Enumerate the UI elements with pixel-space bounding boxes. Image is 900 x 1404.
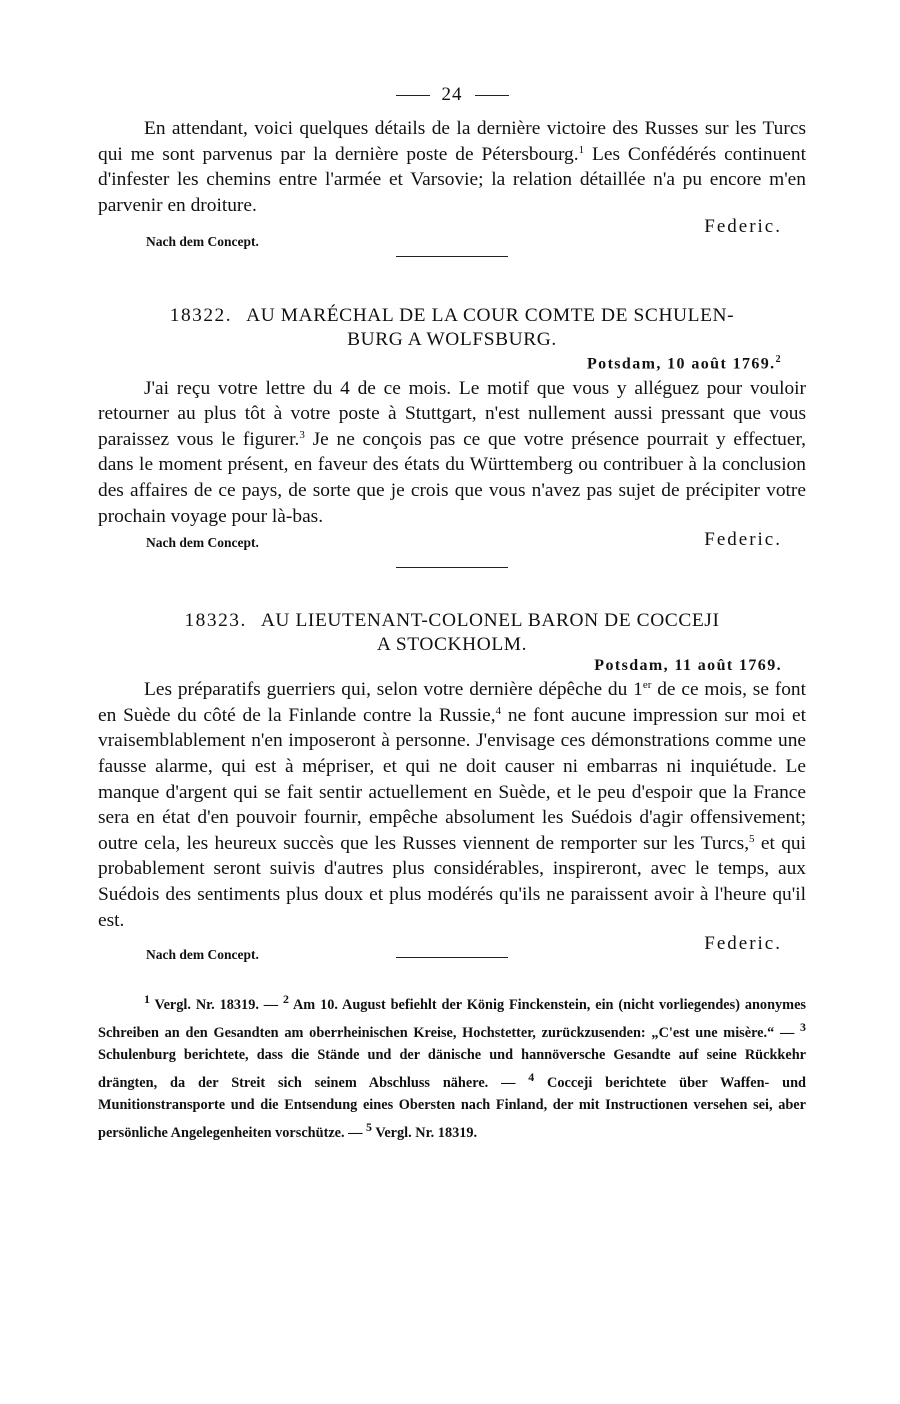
letter-18323-dateline (98, 657, 806, 675)
letter-18323-signature-row (98, 933, 806, 969)
letter-18322-source-note: Nach dem Concept. (146, 535, 259, 551)
footnote-ref-3: 3 (299, 428, 305, 441)
footnote-ref-1: 1 (578, 143, 585, 156)
letter-18322-body-part2: Je ne conçois pas ce que votre présence pourrait y effectuer, dans le moment présent, en faveur des états du Württemberg ou contribuer à la conclusion des affaires de ce pays, de sorte que je crois que vous n'avez pas sujet de précipiter votre prochain voyage pour là-bas. (98, 428, 806, 527)
footnotes (98, 988, 806, 1143)
footnote-1-text: Vergl. Nr. 18319. — (149, 996, 283, 1013)
letter-18322-dateline (98, 354, 806, 373)
footnote-ref-4: 4 (495, 704, 502, 717)
letter-18322-heading (98, 304, 806, 328)
letter-18323-heading-cont (98, 633, 806, 657)
footnote-4-marker: 4 (528, 1069, 535, 1084)
letter-18322-heading-cont (98, 328, 806, 352)
letter-18323-heading (98, 609, 806, 633)
letter-18322-body-part1: J'ai reçu votre lettre du 4 de ce mois. Le motif que vous y alléguez pour vouloir retourner au plus tôt à votre poste à Stuttgart, n'est nullement aussi pressant que vous paraissez vous le figurer. (98, 377, 806, 450)
letter-18322-number: 18322. (169, 305, 233, 327)
letter-18323-body-part2: de ce mois, se font en Suède du côté de la Finlande contre la Russie, (98, 679, 807, 726)
intro-text-2: Les Confédérés continuent d'infester les chemins entre l'armée et Varsovie; la relation détaillée n'a pu encore m'en parvenir en droiture. (98, 143, 806, 216)
footnote-2-text: Am 10. August befiehlt der König Finckenstein, ein (nicht vorliegendes) anonymes Schreiben an den Gesandten am oberrheinischen Kreise, Hochstetter, zurückzusenden: „C'est une misère.“ — (98, 996, 806, 1041)
intro-signature: Federic. (704, 216, 782, 238)
letter-18323-title-line2: A STOCKHOLM. (376, 634, 528, 656)
letter-18323-signature: Federic. (704, 933, 782, 955)
intro-paragraph (98, 116, 806, 218)
page-number (98, 84, 806, 106)
footnote-2-marker: 2 (282, 992, 289, 1007)
letter-18323-source-note: Nach dem Concept. (146, 947, 259, 963)
intro-source-note: Nach dem Concept. (146, 234, 259, 250)
page-number-text: 24 (441, 84, 463, 105)
letter-18323-number: 18323. (184, 610, 247, 632)
page-number-dash-right (475, 95, 509, 96)
intro-signature-row (98, 218, 806, 254)
footnote-ref-2: 2 (775, 354, 782, 366)
intro-text: En attendant, voici quelques détails de la dernière victoire des Russes sur les Turcs qui me sont parvenus par la dernière poste de Pétersbourg. (98, 118, 806, 165)
footnote-ref-5: 5 (749, 832, 755, 845)
letter-18323-body-part4: et qui probablement seront suivis d'autres plus considérables, inspireront, avec le temps, aux Suédois des sentiments plus doux et plus modérés qu'ils ne paraissent avoir à l'heure qu'il est. (98, 832, 806, 931)
letter-18323-date: Potsdam, 11 août 1769. (594, 657, 782, 675)
document-page (98, 84, 806, 1143)
letter-18323-title-line1: AU LIEUTENANT-COLONEL BARON DE COCCEJI (260, 610, 720, 632)
letter-18322-signature: Federic. (704, 529, 782, 551)
letter-18322-title-line1: AU MARÉCHAL DE LA COUR COMTE DE SCHULEN- (246, 305, 735, 327)
superscript-er: er (642, 679, 652, 692)
page-number-dash-left (396, 95, 430, 96)
footnote-5-text: Vergl. Nr. 18319. (372, 1124, 478, 1141)
letter-18322-title-line2: BURG A WOLFSBURG. (347, 329, 557, 351)
letter-18323-body-part1: Les préparatifs guerriers qui, selon votre dernière dépêche du 1 (144, 679, 643, 701)
footnote-3-text: Schulenburg berichtete, dass die Stände und der dänische und hannöversche Gesandte auf seine Rückkehr drängten, da der Streit sich seinem Abschluss nähere. — (98, 1046, 806, 1091)
letter-18323-body-part3: ne font aucune impression sur moi et vraisemblablement n'en imposeront à personne. J'envisage ces démonstrations comme une fausse alarme, qui est à mépriser, et qui ne doit causer ni embarras ni inquiétude. Le manque d'argent qui se fait sentir actuellement en Suède, et le peu d'espoir que la France sera en état d'en pouvoir fournir, empêche absolument les Suédois d'agir offensivement; outre cela, les heureux succès que les Russes viennent de remporter sur les Turcs, (98, 704, 806, 854)
footnote-4-text: Cocceji berichtete über Waffen- und Munitionstransporte und die Entsendung eines Obersten nach Finland, der mit Instructionen versehen sei, aber persönliche Angelegenheiten vorschütze. — (98, 1074, 807, 1141)
footnote-5-marker: 5 (366, 1119, 372, 1134)
footnote-3-marker: 3 (800, 1019, 806, 1034)
letter-18322-signature-row (98, 529, 806, 553)
letter-18322-date: Potsdam, 10 août 1769. (587, 355, 776, 373)
letter-18323-body (98, 677, 806, 933)
footnote-1-marker: 1 (144, 992, 150, 1007)
letter-18322-body (98, 376, 806, 530)
